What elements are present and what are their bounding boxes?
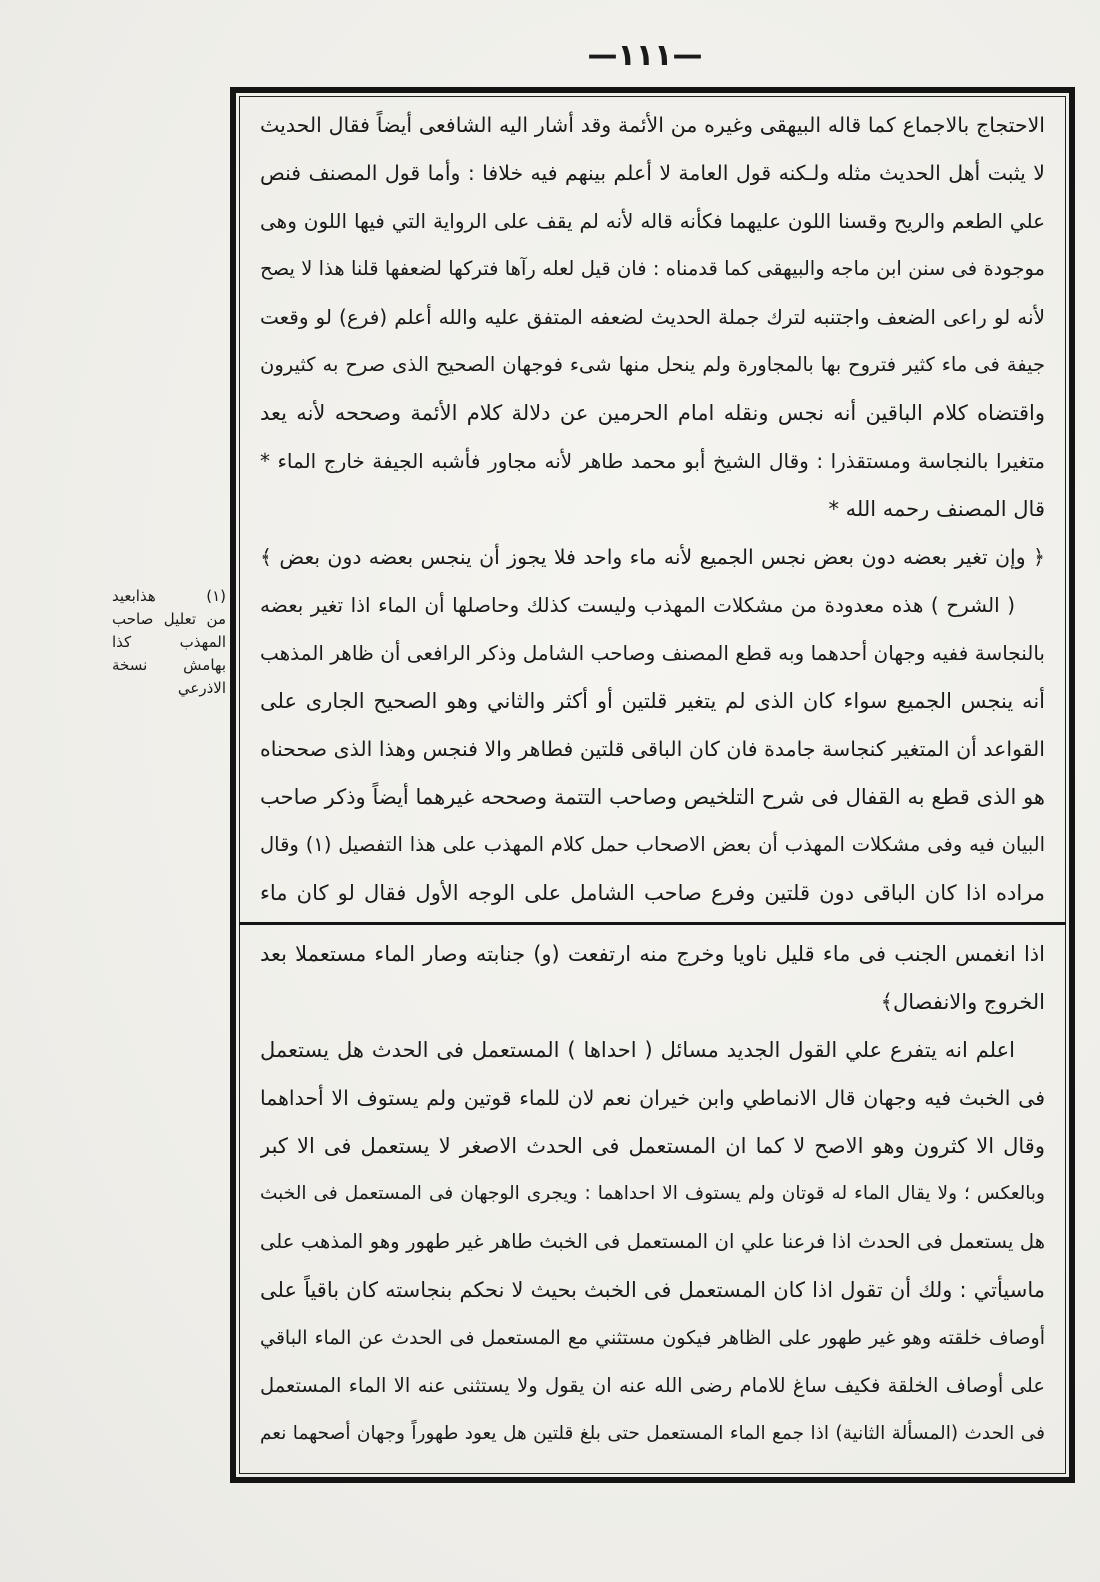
upper-text-section [260,101,1045,917]
text-line: بالنجاسة ففيه وجهان أحدهما وبه قطع المصنف وصاحب الشامل وذكر الرافعى أن ظاهر المذهب [260,641,1045,665]
text-line: اذا انغمس الجنب فى ماء قليل ناويا وخرج منه ارتفعت (و) جنابته وصار الماء مستعملا بعد [260,942,1045,966]
text-line: هو الذى قطع به القفال فى شرح التلخيص وصاحب التتمة وصححه غيرهما أيضاً وذكر صاحب [260,785,1045,809]
text-line: جيفة فى ماء كثير فتروح بها بالمجاورة ولم ينحل منها شىء فوجهان الصحيح الذى صرح به كثيرون [260,353,1045,376]
margin-note-line: (١) هذابعيد [112,587,226,605]
margin-note-line: المهذب كذا [112,633,226,651]
text-line: فى الحدث (المسألة الثانية) اذا جمع الماء المستعمل حتى بلغ قلتين هل يعود طهوراً وجهان أصحهما نعم [260,1423,1045,1444]
text-line: الخروج والانفصال﴾ [880,990,1045,1014]
text-line: وقال الا كثرون وهو الاصح لا كما ان المستعمل فى الحدث الاصغر لا يستعمل فى الا كبر [260,1134,1045,1158]
paragraph-start-line: اعلم انه يتفرع علي القول الجديد مسائل ( احداها ) المستعمل فى الحدث هل يستعمل [260,1038,1015,1062]
text-line: على أوصاف الخلقة فكيف ساغ للامام رضى الله عنه ان يقول ولا يستثنى عنه الا الماء المستعمل [260,1374,1045,1397]
text-line: متغيرا بالنجاسة ومستقذرا : وقال الشيخ أبو محمد طاهر لأنه مجاور فأشبه الجيفة خارج الماء * [260,449,1045,473]
matn-quote-line: ﴿ وإن تغير بعضه دون بعض نجس الجميع لأنه ماء واحد فلا يجوز أن ينجس بعضه دون بعض ﴾ [260,545,1045,569]
text-line: البيان فيه وفى مشكلات المهذب أن بعض الاصحاب حمل كلام المهذب على هذا التفصيل (١) وقال [260,833,1045,856]
page-number: —١١١— [587,38,703,73]
margin-note-line: من تعليل صاحب [112,610,226,628]
text-line: لا يثبت أهل الحديث مثله ولـكنه قول العامة لا أعلم بينهم فيه خلافا : وأما قول المصنف فنص [260,161,1045,185]
text-line: لأنه لو راعى الضعف واجتنبه لترك جملة الحديث لضعفه المتفق عليه والله أعلم (فرع) لو وقعت [260,305,1045,329]
text-line: وبالعكس ؛ ولا يقال الماء له قوتان ولم يستوف الا احداهما : ويجرى الوجهان فى المستعمل فى الخبث [260,1183,1045,1204]
text-line: ماسيأتي : ولك أن تقول اذا كان المستعمل فى الخبث بحيث لا نحكم بنجاسته كان باقياً على [260,1278,1045,1302]
margin-note-line: بهامش نسخة [112,656,226,674]
text-line: مراده اذا كان الباقى دون قلتين وفرع صاحب الشامل على الوجه الأول فقال لو كان ماء [260,881,1045,905]
text-line: فى الخبث فيه وجهان قال الانماطي وابن خيران نعم لان للماء قوتين ولم يستوف الا أحداهما [260,1086,1045,1110]
margin-note [112,585,226,700]
section-divider [239,922,1066,925]
author-heading-line: قال المصنف رحمه الله * [828,497,1045,521]
lower-text-section [260,930,1045,1458]
text-line: الاحتجاج بالاجماع كما قاله البيهقى وغيره من الأئمة وقد أشار اليه الشافعى أيضاً فقال الحديث [260,113,1045,137]
commentary-start-line: ( الشرح ) هذه معدودة من مشكلات المهذب وليست كذلك وحاصلها أن الماء اذا تغير بعضه [260,593,1015,617]
text-line: موجودة فى سنن ابن ماجه والبيهقى كما قدمناه : فان قيل لعله رآها فتركها لضعفها قلنا هذا لا يصح [260,257,1045,280]
text-line: أوصاف خلقته وهو غير طهور على الظاهر فيكون مستثني مع المستعمل فى الحدث عن الماء الباقي [260,1327,1045,1349]
margin-note-line: الاذرعي [177,679,226,697]
text-line: هل يستعمل فى الحدث اذا فرعنا علي ان المستعمل فى الخبث طاهر غير طهور وهو المذهب على [260,1230,1045,1253]
text-line: واقتضاه كلام الباقين أنه نجس ونقله امام الحرمين عن دلالة كلام الأئمة وصححه لأنه يعد [260,401,1045,425]
text-line: القواعد أن المتغير كنجاسة جامدة فان كان الباقى قلتين فطاهر والا فنجس وهذا الذى صححناه [260,737,1045,761]
text-line: أنه ينجس الجميع سواء كان الذى لم يتغير قلتين أو أكثر والثاني وهو الصحيح الجارى على [260,689,1045,713]
text-line: علي الطعم والريح وقسنا اللون عليهما فكأنه قاله لأنه لم يقف على الرواية التي فيها اللون وهى [260,209,1045,233]
